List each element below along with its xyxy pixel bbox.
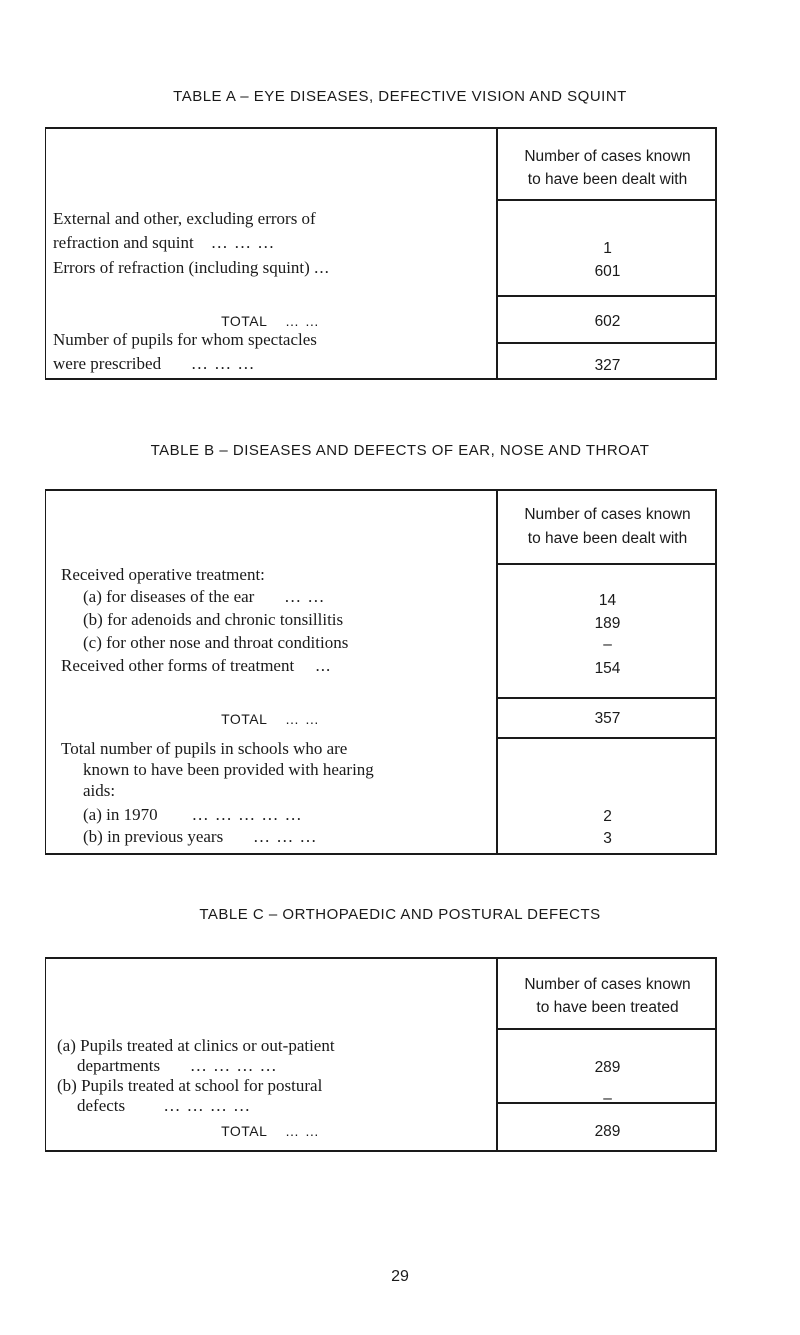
table-c-header-line-1: Number of cases known [524, 976, 691, 993]
table-b [45, 489, 717, 855]
table-c [45, 957, 717, 1152]
table-a [45, 127, 717, 380]
table-b-header-line-2: to have been dealt with [527, 530, 688, 547]
table-b-hearing-label-line-1: Total number of pupils in schools who are [61, 739, 348, 758]
table-c-row-b-label-line-1: (b) Pupils treated at school for postural [57, 1076, 323, 1095]
table-c-header-rule [496, 1028, 717, 1030]
table-b-other-treatment-label: Received other forms of treatment ... [61, 656, 332, 675]
table-b-row-c-value: – [603, 636, 612, 653]
table-b-total-rule-bottom [496, 737, 717, 739]
table-a-row-2-label: Errors of refraction (including squint) ... [53, 258, 330, 277]
table-a-title: TABLE A – EYE DISEASES, DEFECTIVE VISION AND SQUINT [173, 88, 627, 105]
table-b-hearing-label-line-2: known to have been provided with hearing [83, 760, 374, 779]
table-c-row-b-value: – [603, 1090, 612, 1107]
table-b-row-c-label: (c) for other nose and throat conditions [83, 633, 349, 652]
table-a-total-label: TOTAL … … [221, 313, 320, 329]
table-a-row-1-label-line-1: External and other, excluding errors of [53, 209, 316, 228]
table-a-row-1-value: 1 [603, 240, 612, 257]
table-a-total-rule-top [496, 295, 717, 297]
table-b-hearing-b-value: 3 [603, 830, 612, 847]
table-b-other-treatment-value: 154 [594, 660, 621, 677]
table-c-header-line-2: to have been treated [536, 999, 679, 1016]
table-b-total-rule-top [496, 697, 717, 699]
table-b-hearing-label-line-3: aids: [83, 781, 116, 800]
table-a-row-2-value: 601 [594, 263, 621, 280]
table-a-header-line-2: to have been dealt with [527, 171, 688, 188]
table-b-title: TABLE B – DISEASES AND DEFECTS OF EAR, NOSE AND THROAT [150, 442, 650, 459]
table-b-group-label: Received operative treatment: [61, 565, 265, 584]
table-c-total-label: TOTAL … … [221, 1123, 320, 1139]
table-a-spectacles-label-line-1: Number of pupils for whom spectacles [53, 330, 317, 349]
page-number: 29 [391, 1268, 409, 1285]
table-b-hearing-a-value: 2 [603, 808, 612, 825]
table-a-spectacles-value: 327 [594, 357, 621, 374]
table-b-hearing-a-label: (a) in 1970 … … … … … [83, 805, 303, 824]
table-a-total-rule-bottom [496, 342, 717, 344]
table-b-row-b-value: 189 [594, 615, 621, 632]
table-b-header-line-1: Number of cases known [524, 506, 691, 523]
table-a-spectacles-label-line-2: were prescribed … … … [53, 354, 256, 373]
table-a-header-line-1: Number of cases known [524, 148, 691, 165]
table-c-title: TABLE C – ORTHOPAEDIC AND POSTURAL DEFECTS [199, 906, 601, 923]
table-b-header-rule [496, 563, 717, 565]
table-c-row-a-label-line-1: (a) Pupils treated at clinics or out-patient [57, 1036, 335, 1055]
table-a-row-1-label-line-2: refraction and squint … … … [53, 233, 276, 252]
table-b-hearing-b-label: (b) in previous years … … … [83, 827, 318, 846]
table-c-row-a-label-line-2: departments … … … … [77, 1056, 278, 1075]
table-b-total-label: TOTAL … … [221, 711, 320, 727]
table-c-total-value: 289 [594, 1123, 621, 1140]
table-c-row-b-label-line-2: defects … … … … [77, 1096, 252, 1115]
table-b-total-value: 357 [594, 710, 621, 727]
table-c-row-a-value: 289 [594, 1059, 621, 1076]
table-b-row-a-value: 14 [598, 592, 617, 609]
table-a-header-rule [496, 199, 717, 201]
table-b-row-b-label: (b) for adenoids and chronic tonsillitis [83, 610, 344, 629]
table-a-total-value: 602 [594, 313, 621, 330]
table-b-row-a-label: (a) for diseases of the ear … … [83, 587, 326, 606]
